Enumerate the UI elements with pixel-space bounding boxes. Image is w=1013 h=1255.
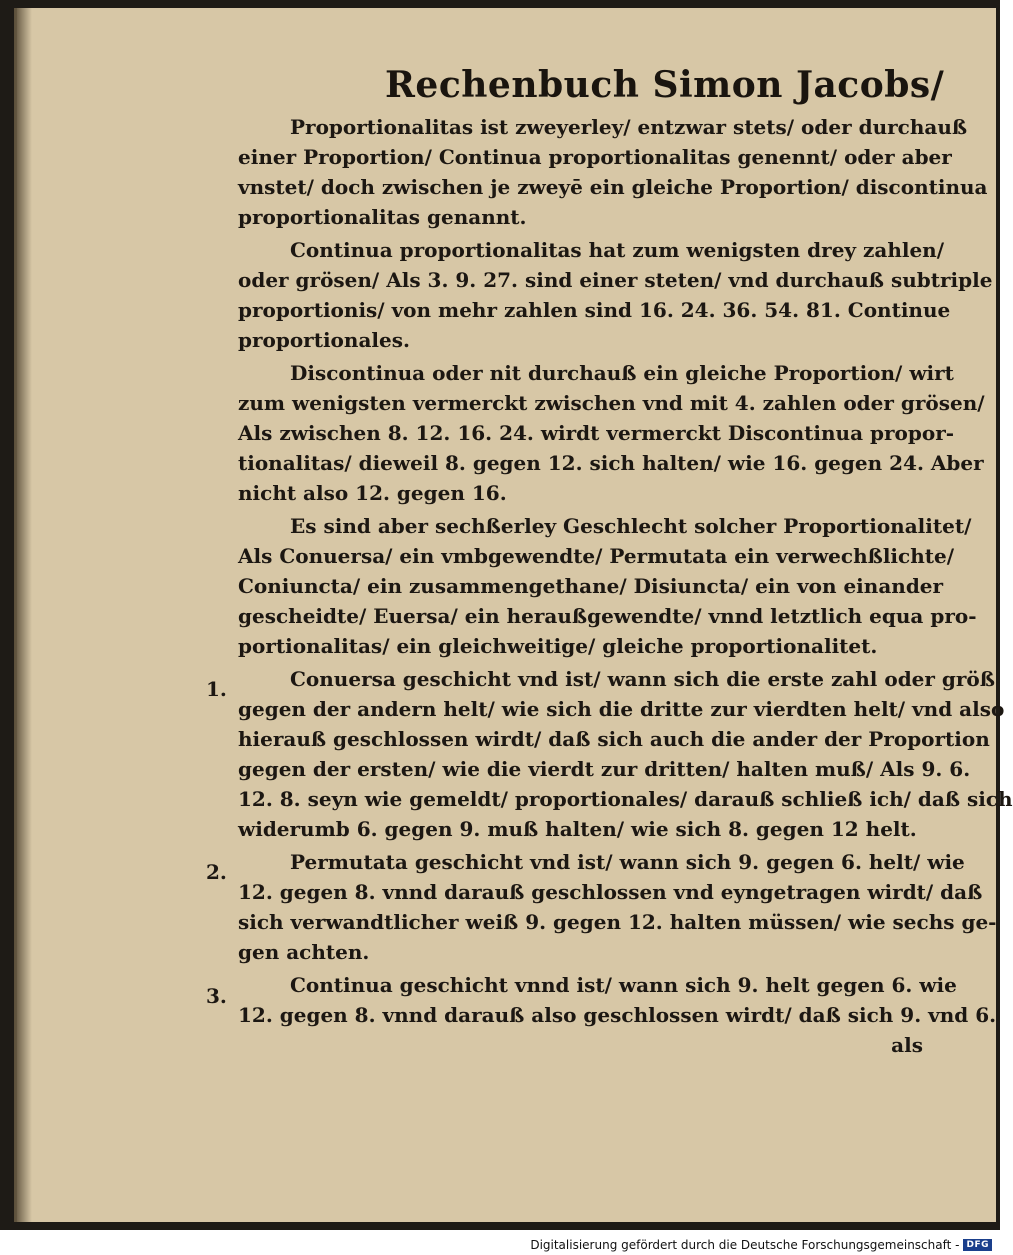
text-line: tionalitas/ dieweil 8. gegen 12. sich halten/ wie 16. gegen 24. Aber xyxy=(238,451,984,475)
text-line: Coniuncta/ ein zusammengethane/ Disiuncta/ ein von einander xyxy=(238,574,944,598)
page-body xyxy=(238,112,1013,1060)
text-line: proportionales. xyxy=(238,328,410,352)
dfg-logo: DFG xyxy=(963,1239,992,1251)
text-line: sich verwandtlicher weiß 9. gegen 12. halten müssen/ wie sechs ge- xyxy=(238,910,997,934)
text-line: gegen der ersten/ wie die vierdt zur dritten/ halten muß/ Als 9. 6. xyxy=(238,757,971,781)
text-line: Proportionalitas ist zweyerley/ entzwar stets/ oder durchauß xyxy=(290,115,968,139)
text-line: nicht also 12. gegen 16. xyxy=(238,481,507,505)
page-gutter-shadow xyxy=(14,8,32,1222)
text-line: 12. gegen 8. vnnd darauß also geschlossen wirdt/ daß sich 9. vnd 6. xyxy=(238,1003,997,1027)
text-line: gegen der andern helt/ wie sich die dritte zur vierdten helt/ vnd also xyxy=(238,697,1005,721)
text-line: gescheidte/ Euersa/ ein heraußgewendte/ vnnd letztlich equa pro- xyxy=(238,604,977,628)
text-line: Es sind aber sechßerley Geschlecht solcher Proportionalitet/ xyxy=(290,514,972,538)
text-line: hierauß geschlossen wirdt/ daß sich auch die ander der Proportion xyxy=(238,727,990,751)
text-line: portionalitas/ ein gleichweitige/ gleiche proportionalitet. xyxy=(238,634,878,658)
digitization-footer xyxy=(530,1238,992,1252)
text-line: widerumb 6. gegen 9. muß halten/ wie sich 8. gegen 12 helt. xyxy=(238,817,917,841)
text-line: proportionis/ von mehr zahlen sind 16. 24. 36. 54. 81. Continue xyxy=(238,298,951,322)
list-marker-1: 1. xyxy=(206,677,227,701)
footer-credit-text: Digitalisierung gefördert durch die Deutsche Forschungsgemeinschaft - xyxy=(530,1238,960,1252)
text-line: 12. 8. seyn wie gemeldt/ proportionales/ darauß schließ ich/ daß sich xyxy=(238,787,1013,811)
text-line: Als zwischen 8. 12. 16. 24. wirdt vermerckt Discontinua propor- xyxy=(238,421,955,445)
text-line: gen achten. xyxy=(238,940,370,964)
text-line: proportionalitas genannt. xyxy=(238,205,527,229)
list-marker-3: 3. xyxy=(206,984,227,1008)
list-marker-2: 2. xyxy=(206,860,227,884)
running-header: Rechenbuch Simon Jacobs/ xyxy=(385,64,945,106)
text-line: zum wenigsten vermerckt zwischen vnd mit 4. zahlen oder grösen/ xyxy=(238,391,985,415)
text-line: Permutata geschicht vnd ist/ wann sich 9. gegen 6. helt/ wie xyxy=(290,850,965,874)
text-line: Continua geschicht vnnd ist/ wann sich 9. helt gegen 6. wie xyxy=(290,973,957,997)
text-line: Conuersa geschicht vnd ist/ wann sich die erste zahl oder größ xyxy=(290,667,995,691)
text-line: vnstet/ doch zwischen je zweyē ein gleiche Proportion/ discontinua xyxy=(238,175,988,199)
catchword: als xyxy=(891,1033,923,1057)
text-line: einer Proportion/ Continua proportionalitas genennt/ oder aber xyxy=(238,145,952,169)
text-line: Continua proportionalitas hat zum wenigsten drey zahlen/ xyxy=(290,238,945,262)
text-line: 12. gegen 8. vnnd darauß geschlossen vnd eyngetragen wirdt/ daß xyxy=(238,880,983,904)
text-line: oder grösen/ Als 3. 9. 27. sind einer steten/ vnd durchauß subtriple xyxy=(238,268,993,292)
text-line: Discontinua oder nit durchauß ein gleiche Proportion/ wirt xyxy=(290,361,954,385)
text-line: Als Conuersa/ ein vmbgewendte/ Permutata ein verwechßlichte/ xyxy=(238,544,954,568)
